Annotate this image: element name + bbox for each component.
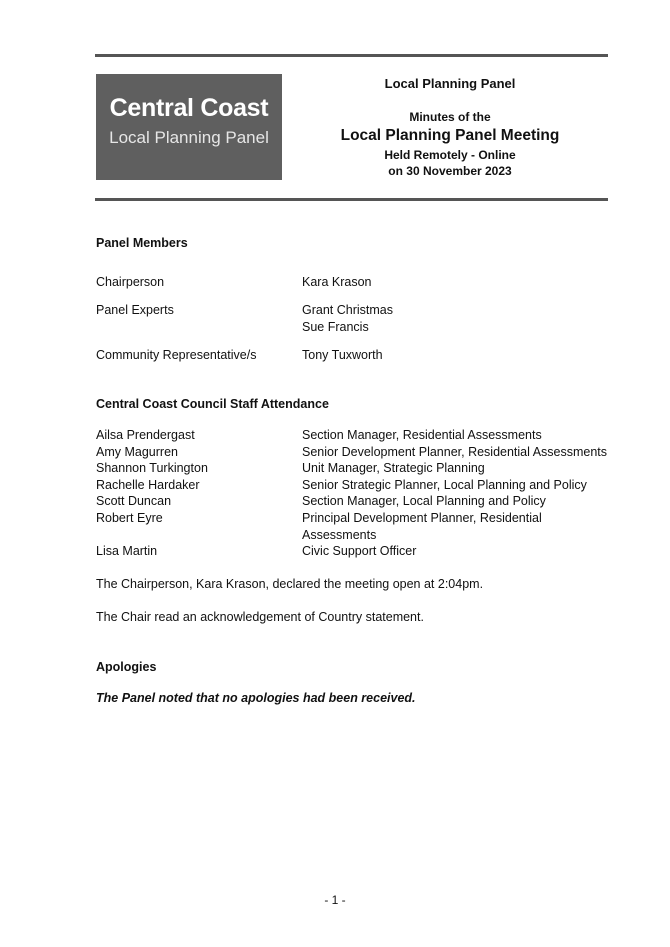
meeting-date: on 30 November 2023 [388,164,512,178]
central-coast-logo [96,74,282,180]
staff-row [96,445,616,462]
staff-name: Amy Magurren [96,444,178,459]
community-label: Community Representative/s [96,348,257,362]
staff-role: Senior Strategic Planner, Local Planning and Policy [302,477,587,492]
staff-name: Rachelle Hardaker [96,477,200,492]
staff-name: Lisa Martin [96,544,158,559]
panel-members-heading: Panel Members [96,236,188,250]
meeting-opened-text: The Chairperson, Kara Krason, declared the meeting open at 2:04pm. [96,577,484,591]
experts-label: Panel Experts [96,303,174,317]
staff-role: Senior Development Planner, Residential Assessments [302,444,608,459]
staff-row [96,528,616,545]
staff-role: Principal Development Planner, Residential [302,510,542,525]
logo-title: Central Coast [109,94,269,122]
panel-name: Local Planning Panel [384,76,516,91]
staff-role: Unit Manager, Strategic Planning [302,461,485,476]
apologies-note: The Panel noted that no apologies had been received. [96,691,416,705]
staff-role: Section Manager, Local Planning and Policy [302,494,546,509]
staff-name: Ailsa Prendergast [96,428,195,442]
minutes-of: Minutes of the [409,110,491,124]
staff-row [96,494,616,511]
top-rule [95,54,608,57]
staff-row [96,428,616,445]
staff-row [96,478,616,495]
staff-row [96,461,616,478]
staff-row [96,511,616,528]
staff-role: Civic Support Officer [302,544,417,559]
expert-name: Sue Francis [302,320,369,334]
meeting-title: Local Planning Panel Meeting [340,127,560,144]
bottom-rule [95,198,608,201]
staff-role: Section Manager, Residential Assessments [302,428,542,442]
acknowledgement-text: The Chair read an acknowledgement of Country statement. [96,610,424,624]
chair-label: Chairperson [96,275,165,289]
staff-name: Scott Duncan [96,494,172,509]
logo-subtitle: Local Planning Panel [109,128,269,147]
staff-name: Shannon Turkington [96,461,208,476]
page-number: - 1 - [324,893,346,907]
staff-row [96,544,616,561]
meeting-location: Held Remotely - Online [384,148,516,162]
chair-name: Kara Krason [302,275,372,289]
staff-heading: Central Coast Council Staff Attendance [96,397,329,411]
community-name: Tony Tuxworth [302,348,383,362]
staff-name: Robert Eyre [96,510,163,525]
staff-list [96,428,616,561]
apologies-heading: Apologies [96,660,157,674]
expert-name: Grant Christmas [302,303,393,317]
staff-role: Assessments [302,527,377,542]
